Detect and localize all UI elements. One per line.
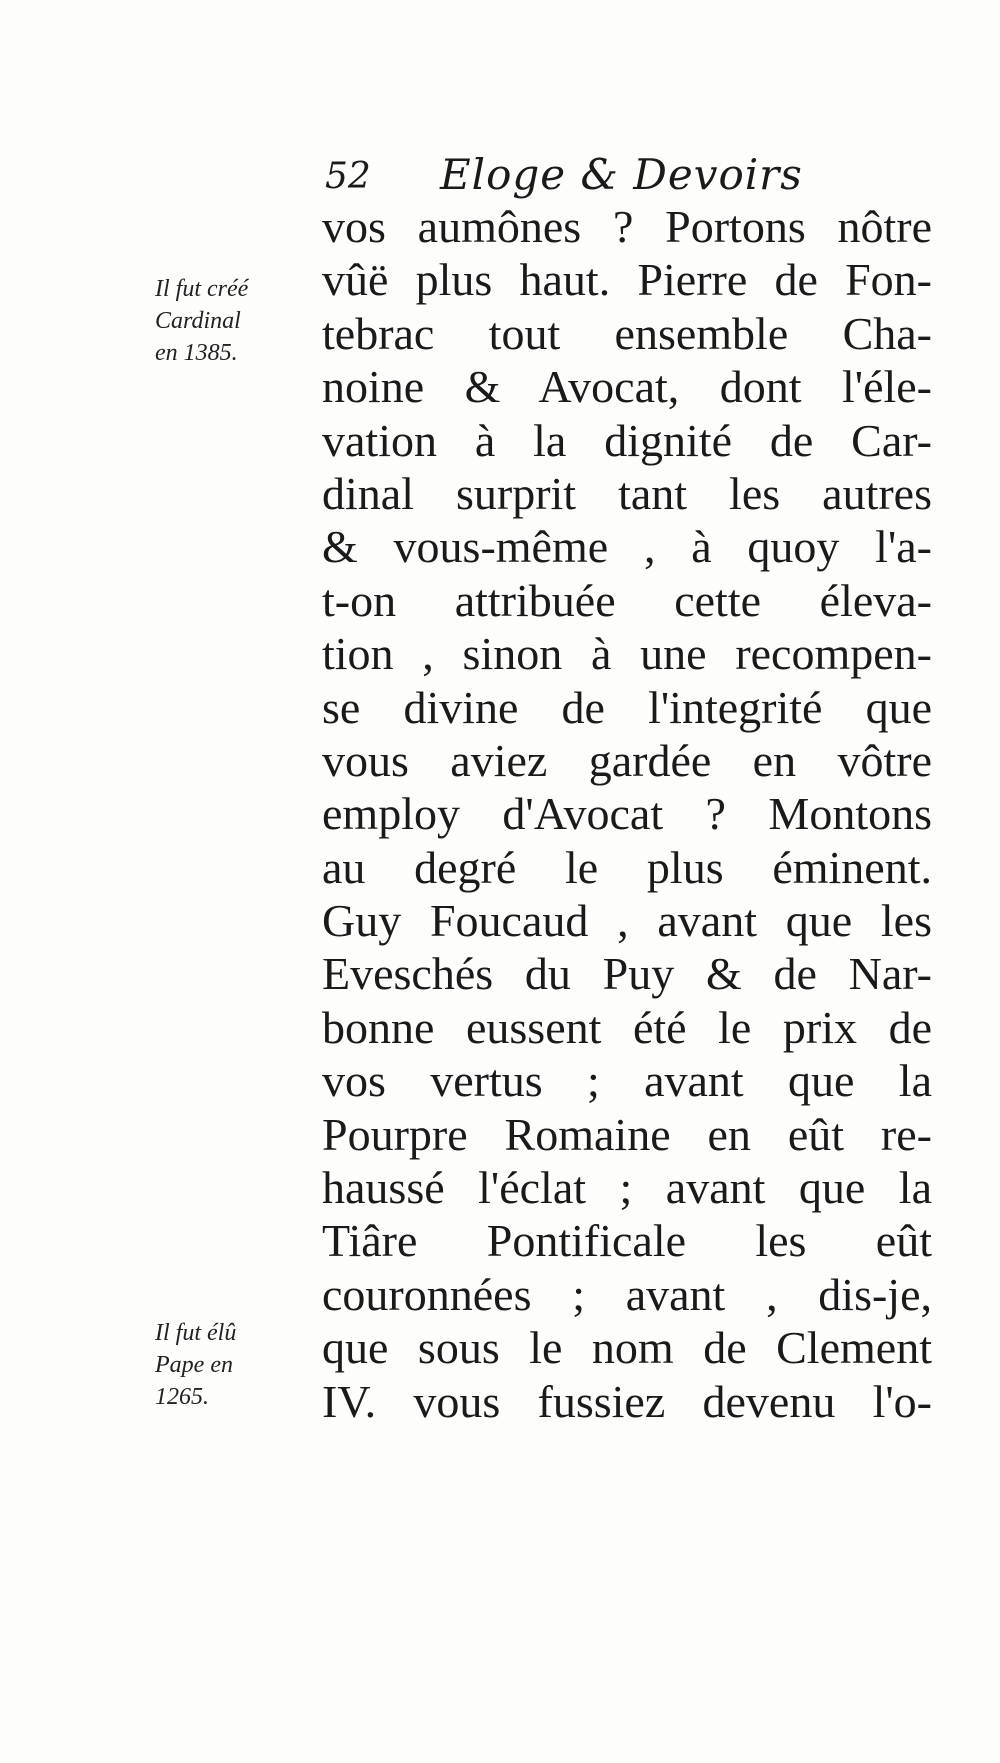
text-line: vation à la dignité de Car- bbox=[322, 414, 932, 466]
margin-note-line: Pape en bbox=[155, 1352, 233, 1378]
margin-note-line: Cardinal bbox=[155, 308, 241, 334]
text-line: vous aviez gardée en vôtre bbox=[322, 734, 932, 786]
text-line: au degré le plus éminent. bbox=[322, 841, 932, 893]
margin-note bbox=[155, 273, 305, 369]
body-text bbox=[322, 200, 932, 1428]
text-line: Guy Foucaud , avant que les bbox=[322, 895, 932, 947]
text-line: bonne eussent été le prix de bbox=[322, 1001, 932, 1053]
margin-note-line: en 1385. bbox=[155, 340, 238, 366]
text-line: employ d'Avocat ? Montons bbox=[322, 788, 932, 840]
text-line: vos vertus ; avant que la bbox=[322, 1055, 932, 1107]
text-line: dinal surprit tant les autres bbox=[322, 467, 932, 519]
text-line: que sous le nom de Clement bbox=[322, 1322, 932, 1374]
text-line: haussé l'éclat ; avant que la bbox=[322, 1162, 932, 1214]
margin-note bbox=[155, 1317, 305, 1413]
text-line: Eveschés du Puy & de Nar- bbox=[322, 948, 932, 1000]
text-line: Pourpre Romaine en eût re- bbox=[322, 1108, 932, 1160]
text-line: vos aumônes ? Portons nôtre bbox=[322, 201, 932, 252]
margin-note-line: Il fut créé bbox=[155, 276, 249, 302]
margin-note-line: Il fut élû bbox=[155, 1320, 237, 1346]
text-line: IV. vous fussiez devenu l'o- bbox=[322, 1375, 932, 1427]
text-line: Tiâre Pontificale les eût bbox=[322, 1215, 932, 1267]
text-line: noine & Avocat, dont l'éle- bbox=[322, 361, 932, 413]
text-line: se divine de l'integrité que bbox=[322, 681, 932, 733]
page-number: 52 bbox=[325, 156, 371, 197]
margin-note-line: 1265. bbox=[155, 1384, 209, 1410]
text-line: tion , sinon à une recompen- bbox=[322, 628, 932, 680]
text-line: & vous-même , à quoy l'a- bbox=[322, 521, 932, 573]
text-line: tebrac tout ensemble Cha- bbox=[322, 307, 932, 359]
text-line: vûë plus haut. Pierre de Fon- bbox=[322, 254, 932, 306]
text-line: couronnées ; avant , dis-je, bbox=[322, 1268, 932, 1320]
text-line: t-on attribuée cette éleva- bbox=[322, 574, 932, 626]
running-title: Eloge & Devoirs bbox=[440, 150, 803, 199]
